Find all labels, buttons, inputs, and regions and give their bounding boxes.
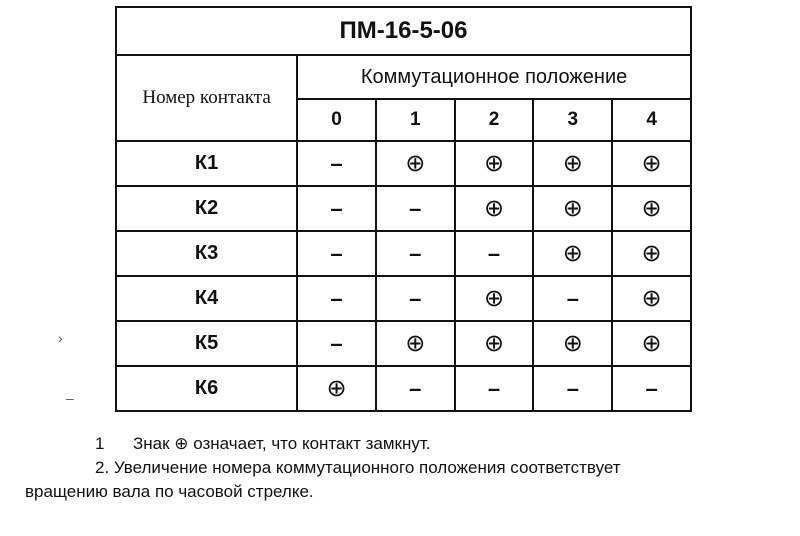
notes bbox=[25, 432, 800, 504]
state-cell bbox=[533, 366, 612, 411]
state-cell bbox=[297, 366, 376, 411]
note-2 bbox=[95, 456, 800, 480]
state-cell bbox=[455, 231, 534, 276]
state-cell bbox=[612, 276, 691, 321]
note-1-text: Знак ⊕ означает, что контакт замкнут. bbox=[133, 434, 431, 453]
state-cell bbox=[533, 231, 612, 276]
position-header-4: 4 bbox=[612, 99, 691, 141]
state-cell bbox=[376, 231, 455, 276]
open-contact-symbol: – bbox=[487, 240, 501, 266]
state-cell bbox=[455, 186, 534, 231]
closed-contact-symbol: ⊕ bbox=[562, 195, 583, 222]
open-contact-symbol: – bbox=[330, 240, 343, 266]
contact-label: К3 bbox=[116, 231, 297, 276]
state-cell bbox=[376, 141, 455, 186]
state-cell bbox=[376, 366, 455, 411]
note-1 bbox=[95, 432, 800, 456]
table-row bbox=[116, 321, 691, 366]
scan-mark: – bbox=[66, 390, 74, 406]
scan-mark: › bbox=[58, 330, 63, 346]
closed-contact-symbol: ⊕ bbox=[641, 150, 662, 177]
position-header-2: 2 bbox=[455, 99, 534, 141]
state-cell bbox=[455, 276, 534, 321]
switch-table bbox=[115, 6, 692, 412]
closed-contact-symbol: ⊕ bbox=[405, 330, 426, 357]
open-contact-symbol: – bbox=[409, 240, 422, 266]
position-header-3: 3 bbox=[533, 99, 612, 141]
state-cell bbox=[612, 321, 691, 366]
state-cell bbox=[376, 321, 455, 366]
table-row bbox=[116, 231, 691, 276]
closed-contact-symbol: ⊕ bbox=[641, 240, 662, 267]
contact-number-header: Номер контакта bbox=[116, 55, 297, 141]
state-cell bbox=[533, 141, 612, 186]
table-row bbox=[116, 186, 691, 231]
contact-label: К6 bbox=[116, 366, 297, 411]
state-cell bbox=[376, 276, 455, 321]
state-cell bbox=[297, 231, 376, 276]
state-cell bbox=[612, 231, 691, 276]
state-cell bbox=[533, 186, 612, 231]
state-cell bbox=[297, 276, 376, 321]
closed-contact-symbol: ⊕ bbox=[641, 330, 662, 357]
state-cell bbox=[297, 321, 376, 366]
state-cell bbox=[455, 141, 534, 186]
open-contact-symbol: – bbox=[330, 285, 343, 311]
closed-contact-symbol: ⊕ bbox=[405, 150, 426, 177]
closed-contact-symbol: ⊕ bbox=[484, 195, 505, 222]
open-contact-symbol: – bbox=[566, 285, 579, 311]
open-contact-symbol: – bbox=[487, 375, 501, 401]
position-header-0: 0 bbox=[297, 99, 376, 141]
state-cell bbox=[612, 186, 691, 231]
open-contact-symbol: – bbox=[409, 285, 422, 311]
open-contact-symbol: – bbox=[409, 375, 422, 401]
state-cell bbox=[297, 141, 376, 186]
open-contact-symbol: – bbox=[566, 375, 579, 401]
table-title: ПМ-16-5-06 bbox=[116, 7, 691, 55]
contact-label: К5 bbox=[116, 321, 297, 366]
open-contact-symbol: – bbox=[409, 195, 422, 221]
table-row bbox=[116, 276, 691, 321]
state-cell bbox=[612, 141, 691, 186]
note-2-line-1: 2. Увеличение номера коммутационного положения соответствует bbox=[95, 458, 621, 477]
open-contact-symbol: – bbox=[645, 375, 658, 401]
note-2-continuation bbox=[25, 480, 800, 504]
state-cell bbox=[297, 186, 376, 231]
closed-contact-symbol: ⊕ bbox=[562, 240, 583, 267]
table-row bbox=[116, 141, 691, 186]
note-1-number: 1 bbox=[95, 434, 105, 453]
state-cell bbox=[533, 321, 612, 366]
closed-contact-symbol: ⊕ bbox=[562, 150, 583, 177]
state-cell bbox=[376, 186, 455, 231]
state-cell bbox=[533, 276, 612, 321]
closed-contact-symbol: ⊕ bbox=[484, 330, 505, 357]
open-contact-symbol: – bbox=[330, 150, 343, 176]
state-cell bbox=[455, 321, 534, 366]
closed-contact-symbol: ⊕ bbox=[641, 285, 662, 312]
closed-contact-symbol: ⊕ bbox=[562, 330, 583, 357]
note-2-line-2: вращению вала по часовой стрелке. bbox=[25, 482, 314, 501]
open-contact-symbol: – bbox=[330, 195, 343, 221]
closed-contact-symbol: ⊕ bbox=[484, 285, 505, 312]
table-row bbox=[116, 366, 691, 411]
state-cell bbox=[612, 366, 691, 411]
closed-contact-symbol: ⊕ bbox=[326, 375, 347, 402]
switching-position-header: Коммутационное положение bbox=[297, 55, 691, 99]
contact-label: К1 bbox=[116, 141, 297, 186]
contact-label: К4 bbox=[116, 276, 297, 321]
closed-contact-symbol: ⊕ bbox=[484, 150, 505, 177]
open-contact-symbol: – bbox=[330, 330, 343, 356]
closed-contact-symbol: ⊕ bbox=[641, 195, 662, 222]
contact-label: К2 bbox=[116, 186, 297, 231]
state-cell bbox=[455, 366, 534, 411]
position-header-1: 1 bbox=[376, 99, 455, 141]
